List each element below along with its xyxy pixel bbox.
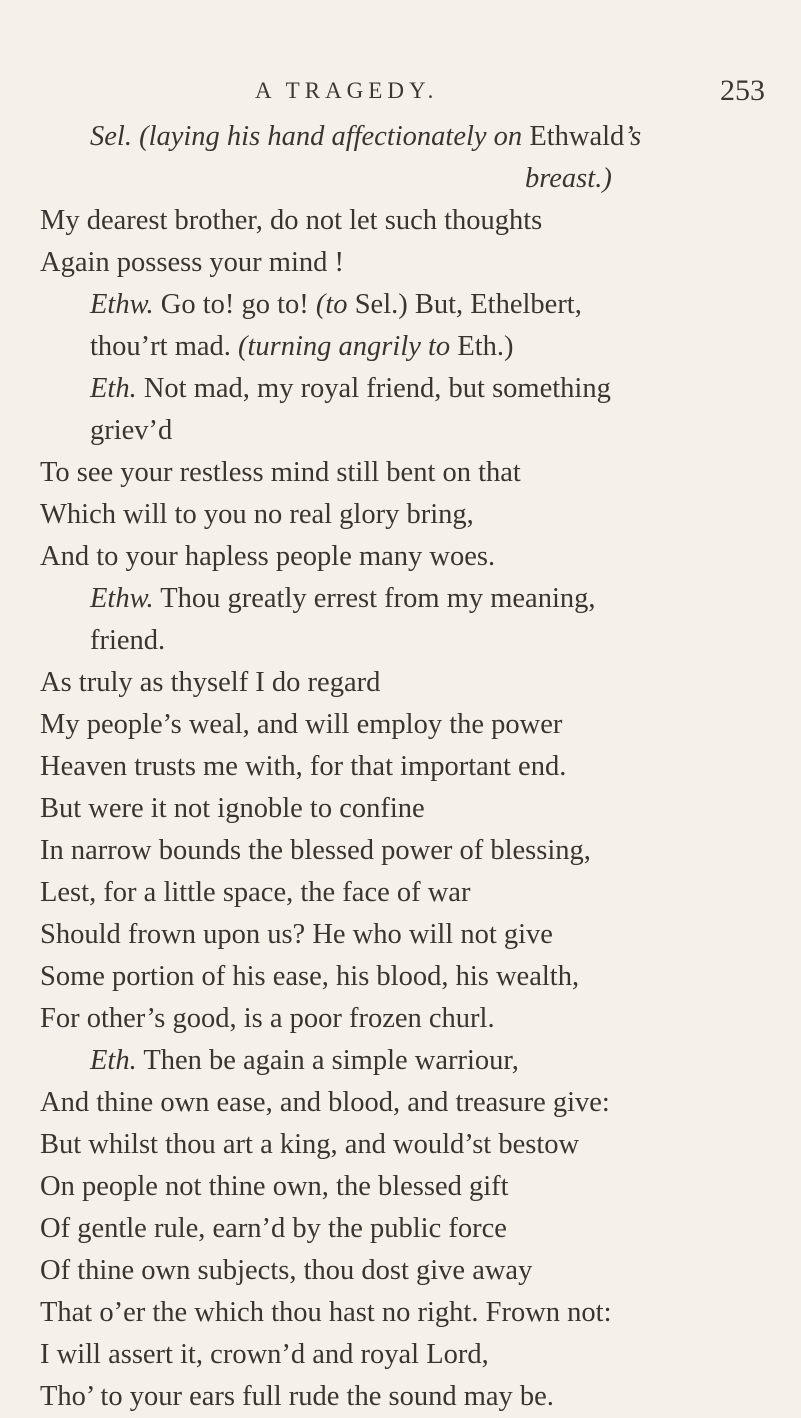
verse-text: For other’s good, is a poor frozen churl. bbox=[40, 1003, 495, 1034]
verse-text: Which will to you no real glory bring, bbox=[40, 499, 474, 530]
stage-direction: ’s bbox=[624, 121, 642, 152]
text-line bbox=[40, 832, 591, 870]
verse-text: friend. bbox=[90, 625, 166, 656]
verse-text: Ethwald bbox=[529, 121, 625, 152]
text-line bbox=[90, 370, 611, 408]
text-line bbox=[90, 328, 514, 366]
verse-text: To see your restless mind still bent on that bbox=[40, 457, 521, 488]
text-line bbox=[40, 1000, 495, 1038]
text-line bbox=[40, 748, 566, 786]
text-line bbox=[90, 1042, 519, 1080]
verse-text: As truly as thyself I do regard bbox=[40, 667, 381, 698]
text-line bbox=[40, 874, 470, 912]
verse-text: Some portion of his ease, his blood, his wealth, bbox=[40, 961, 580, 992]
text-line bbox=[40, 1378, 554, 1416]
verse-text: Should frown upon us? He who will not give bbox=[40, 919, 553, 950]
verse-text: And thine own ease, and blood, and treasure give: bbox=[40, 1087, 610, 1118]
text-line bbox=[40, 1084, 610, 1122]
verse-text: Again possess your mind ! bbox=[40, 247, 344, 278]
speaker-name: Eth. bbox=[90, 1045, 137, 1076]
verse-text: Tho’ to your ears full rude the sound may be. bbox=[40, 1381, 554, 1412]
verse-text: But were it not ignoble to confine bbox=[40, 793, 425, 824]
verse-text: Of gentle rule, earn’d by the public force bbox=[40, 1213, 507, 1244]
verse-text: griev’d bbox=[90, 415, 173, 446]
verse-text: But whilst thou art a king, and would’st bestow bbox=[40, 1129, 580, 1160]
text-line bbox=[90, 412, 172, 450]
speaker-name: Ethw. bbox=[90, 289, 154, 320]
text-line bbox=[90, 622, 165, 660]
verse-text: Thou greatly errest from my meaning, bbox=[153, 583, 596, 614]
verse-text: Of thine own subjects, thou dost give away bbox=[40, 1255, 533, 1286]
verse-text: Lest, for a little space, the face of war bbox=[40, 877, 471, 908]
text-line bbox=[40, 1210, 507, 1248]
text-line bbox=[40, 1126, 579, 1164]
text-line bbox=[40, 1168, 509, 1206]
text-line bbox=[40, 1336, 489, 1374]
text-line bbox=[40, 1294, 612, 1332]
verse-text: I will assert it, crown’d and royal Lord, bbox=[40, 1339, 489, 1370]
text-line bbox=[40, 244, 344, 282]
speaker-name: Ethw. bbox=[90, 583, 154, 614]
verse-text: On people not thine own, the blessed gift bbox=[40, 1171, 509, 1202]
verse-text: Not mad, my royal friend, but something bbox=[136, 373, 611, 404]
verse-text: Eth.) bbox=[450, 331, 514, 362]
text-line bbox=[40, 664, 380, 702]
stage-direction: breast.) bbox=[525, 163, 612, 194]
page-number: 253 bbox=[720, 74, 765, 107]
stage-direction: (to bbox=[315, 289, 348, 320]
verse-text: Heaven trusts me with, for that important end. bbox=[40, 751, 567, 782]
text-line bbox=[40, 958, 579, 996]
text-line bbox=[90, 118, 641, 156]
text-line bbox=[90, 286, 582, 324]
text-line bbox=[40, 202, 542, 240]
stage-direction: (laying his hand affectionately on bbox=[139, 121, 530, 152]
verse-text: My people’s weal, and will employ the power bbox=[40, 709, 563, 740]
verse-text: In narrow bounds the blessed power of blessing, bbox=[40, 835, 591, 866]
speaker-name: Eth. bbox=[90, 373, 137, 404]
verse-text: My dearest brother, do not let such thoughts bbox=[40, 205, 543, 236]
text-line bbox=[525, 160, 612, 198]
stage-direction: (turning angrily to bbox=[238, 331, 451, 362]
verse-text: And to your hapless people many woes. bbox=[40, 541, 496, 572]
text-line bbox=[40, 916, 553, 954]
text-line bbox=[40, 496, 474, 534]
verse-text: Go to! go to! bbox=[153, 289, 316, 320]
text-line bbox=[90, 580, 596, 618]
text-line bbox=[40, 454, 521, 492]
verse-text: Then be again a simple warriour, bbox=[136, 1045, 519, 1076]
verse-text: That o’er the which thou hast no right. Frown not: bbox=[40, 1297, 612, 1328]
verse-text: thou’rt mad. bbox=[90, 331, 239, 362]
running-title: A TRAGEDY. bbox=[255, 78, 439, 103]
speaker-name: Sel. bbox=[90, 121, 140, 152]
text-line bbox=[40, 790, 425, 828]
verse-text: Sel.) But, Ethelbert, bbox=[347, 289, 582, 320]
text-line bbox=[40, 538, 495, 576]
text-line bbox=[40, 1252, 532, 1290]
text-line bbox=[40, 706, 562, 744]
